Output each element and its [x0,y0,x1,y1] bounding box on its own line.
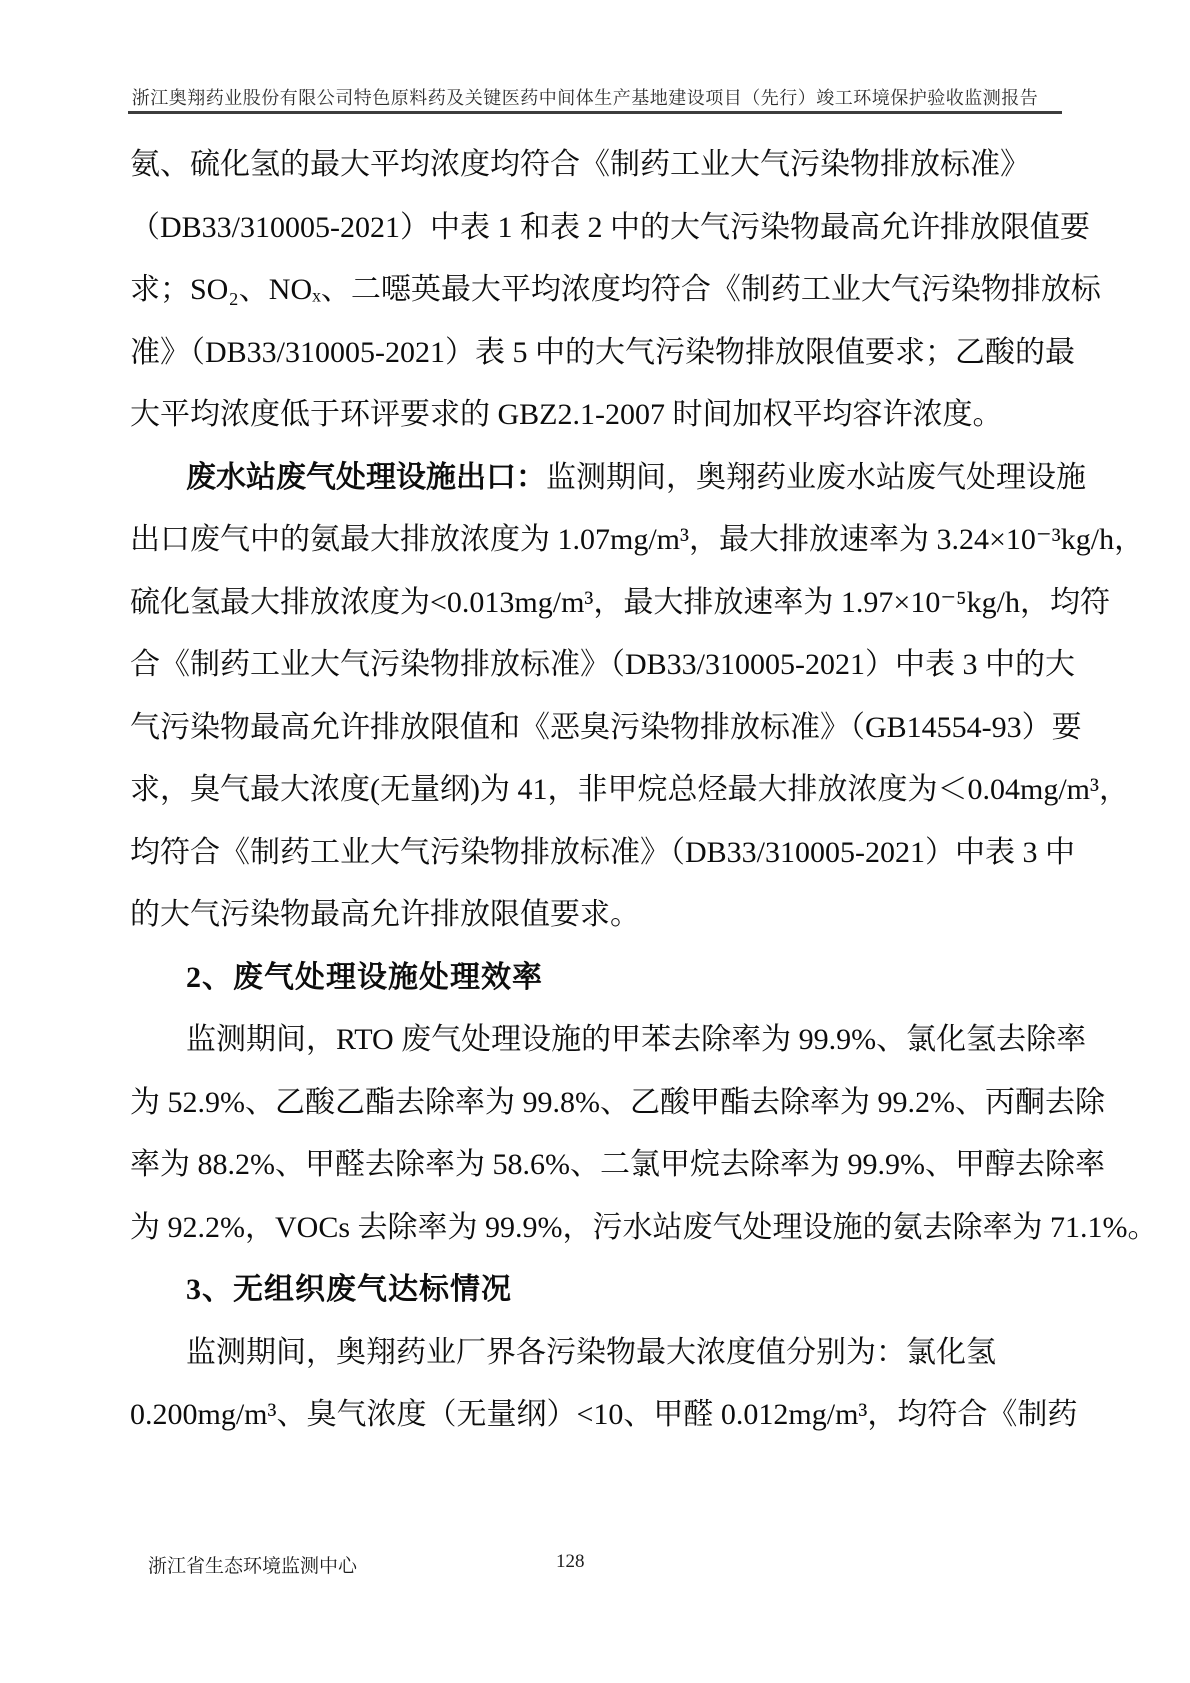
paragraph-line: 为 92.2%，VOCs 去除率为 99.9%，污水站废气处理设施的氨去除率为 71.1%。 [130,1210,1158,1244]
page-header-title: 浙江奥翔药业股份有限公司特色原料药及关键医药中间体生产基地建设项目（先行）竣工环境保护验收监测报告 [131,88,1039,108]
paragraph-line: 合《制药工业大气污染物排放标准》（DB33/310005-2021）中表 3 中的大 [130,648,1075,681]
paragraph-line: 监测期间，RTO 废气处理设施的甲苯去除率为 99.9%、氯化氢去除率 [186,1023,1087,1056]
section-heading-2: 2、废气处理设施处理效率 [186,960,543,994]
paragraph-line: 求，臭气最大浓度(无量纲)为 41，非甲烷总烃最大排放浓度为＜0.04mg/m³， [130,773,1129,806]
paragraph-line: 监测期间，奥翔药业厂界各污染物最大浓度值分别为：氯化氢 [186,1335,996,1369]
paragraph-line: 0.200mg/m³、臭气浓度（无量纲）<10、甲醛 0.012mg/m³，均符合《制药 [130,1398,1078,1431]
footer-organization: 浙江省生态环境监测中心 [148,1556,358,1577]
paragraph-line: 的大气污染物最高允许排放限值要求。 [130,898,640,931]
paragraph-line: 求；SO₂、NOₓ、二噁英最大平均浓度均符合《制药工业大气污染物排放标 [130,273,1101,306]
header-divider [128,111,1062,114]
paragraph-text: 监测期间，奥翔药业废水站废气处理设施 [546,460,1086,494]
paragraph-line: 氨、硫化氢的最大平均浓度均符合《制药工业大气污染物排放标准》 [130,148,1030,181]
paragraph-line: 出口废气中的氨最大排放浓度为 1.07mg/m³，最大排放速率为 3.24×10⁻³kg/h， [130,523,1145,556]
footer-page-number: 128 [556,1551,585,1572]
document-body [130,134,1158,1447]
paragraph-line: 气污染物最高允许排放限值和《恶臭污染物排放标准》（GB14554-93）要 [130,710,1082,744]
paragraph-line: （DB33/310005-2021）中表 1 和表 2 中的大气污染物最高允许排放限值要 [130,210,1090,244]
paragraph-line: 率为 88.2%、甲醛去除率为 58.6%、二氯甲烷去除率为 99.9%、甲醇去除率 [130,1148,1105,1181]
paragraph-line: 硫化氢最大排放浓度为<0.013mg/m³，最大排放速率为 1.97×10⁻⁵kg/h，均符 [130,585,1110,619]
paragraph-line [130,447,1086,510]
paragraph-line: 准》（DB33/310005-2021）表 5 中的大气污染物排放限值要求；乙酸的最 [130,335,1075,369]
inline-bold-lead: 废水站废气处理设施出口： [186,460,546,494]
paragraph-line: 大平均浓度低于环评要求的 GBZ2.1-2007 时间加权平均容许浓度。 [130,398,1003,431]
paragraph-line: 为 52.9%、乙酸乙酯去除率为 99.8%、乙酸甲酯去除率为 99.2%、丙酮去除 [130,1085,1105,1119]
section-heading-3: 3、无组织废气达标情况 [186,1273,512,1306]
paragraph-line: 均符合《制药工业大气污染物排放标准》（DB33/310005-2021）中表 3 中 [130,835,1075,869]
